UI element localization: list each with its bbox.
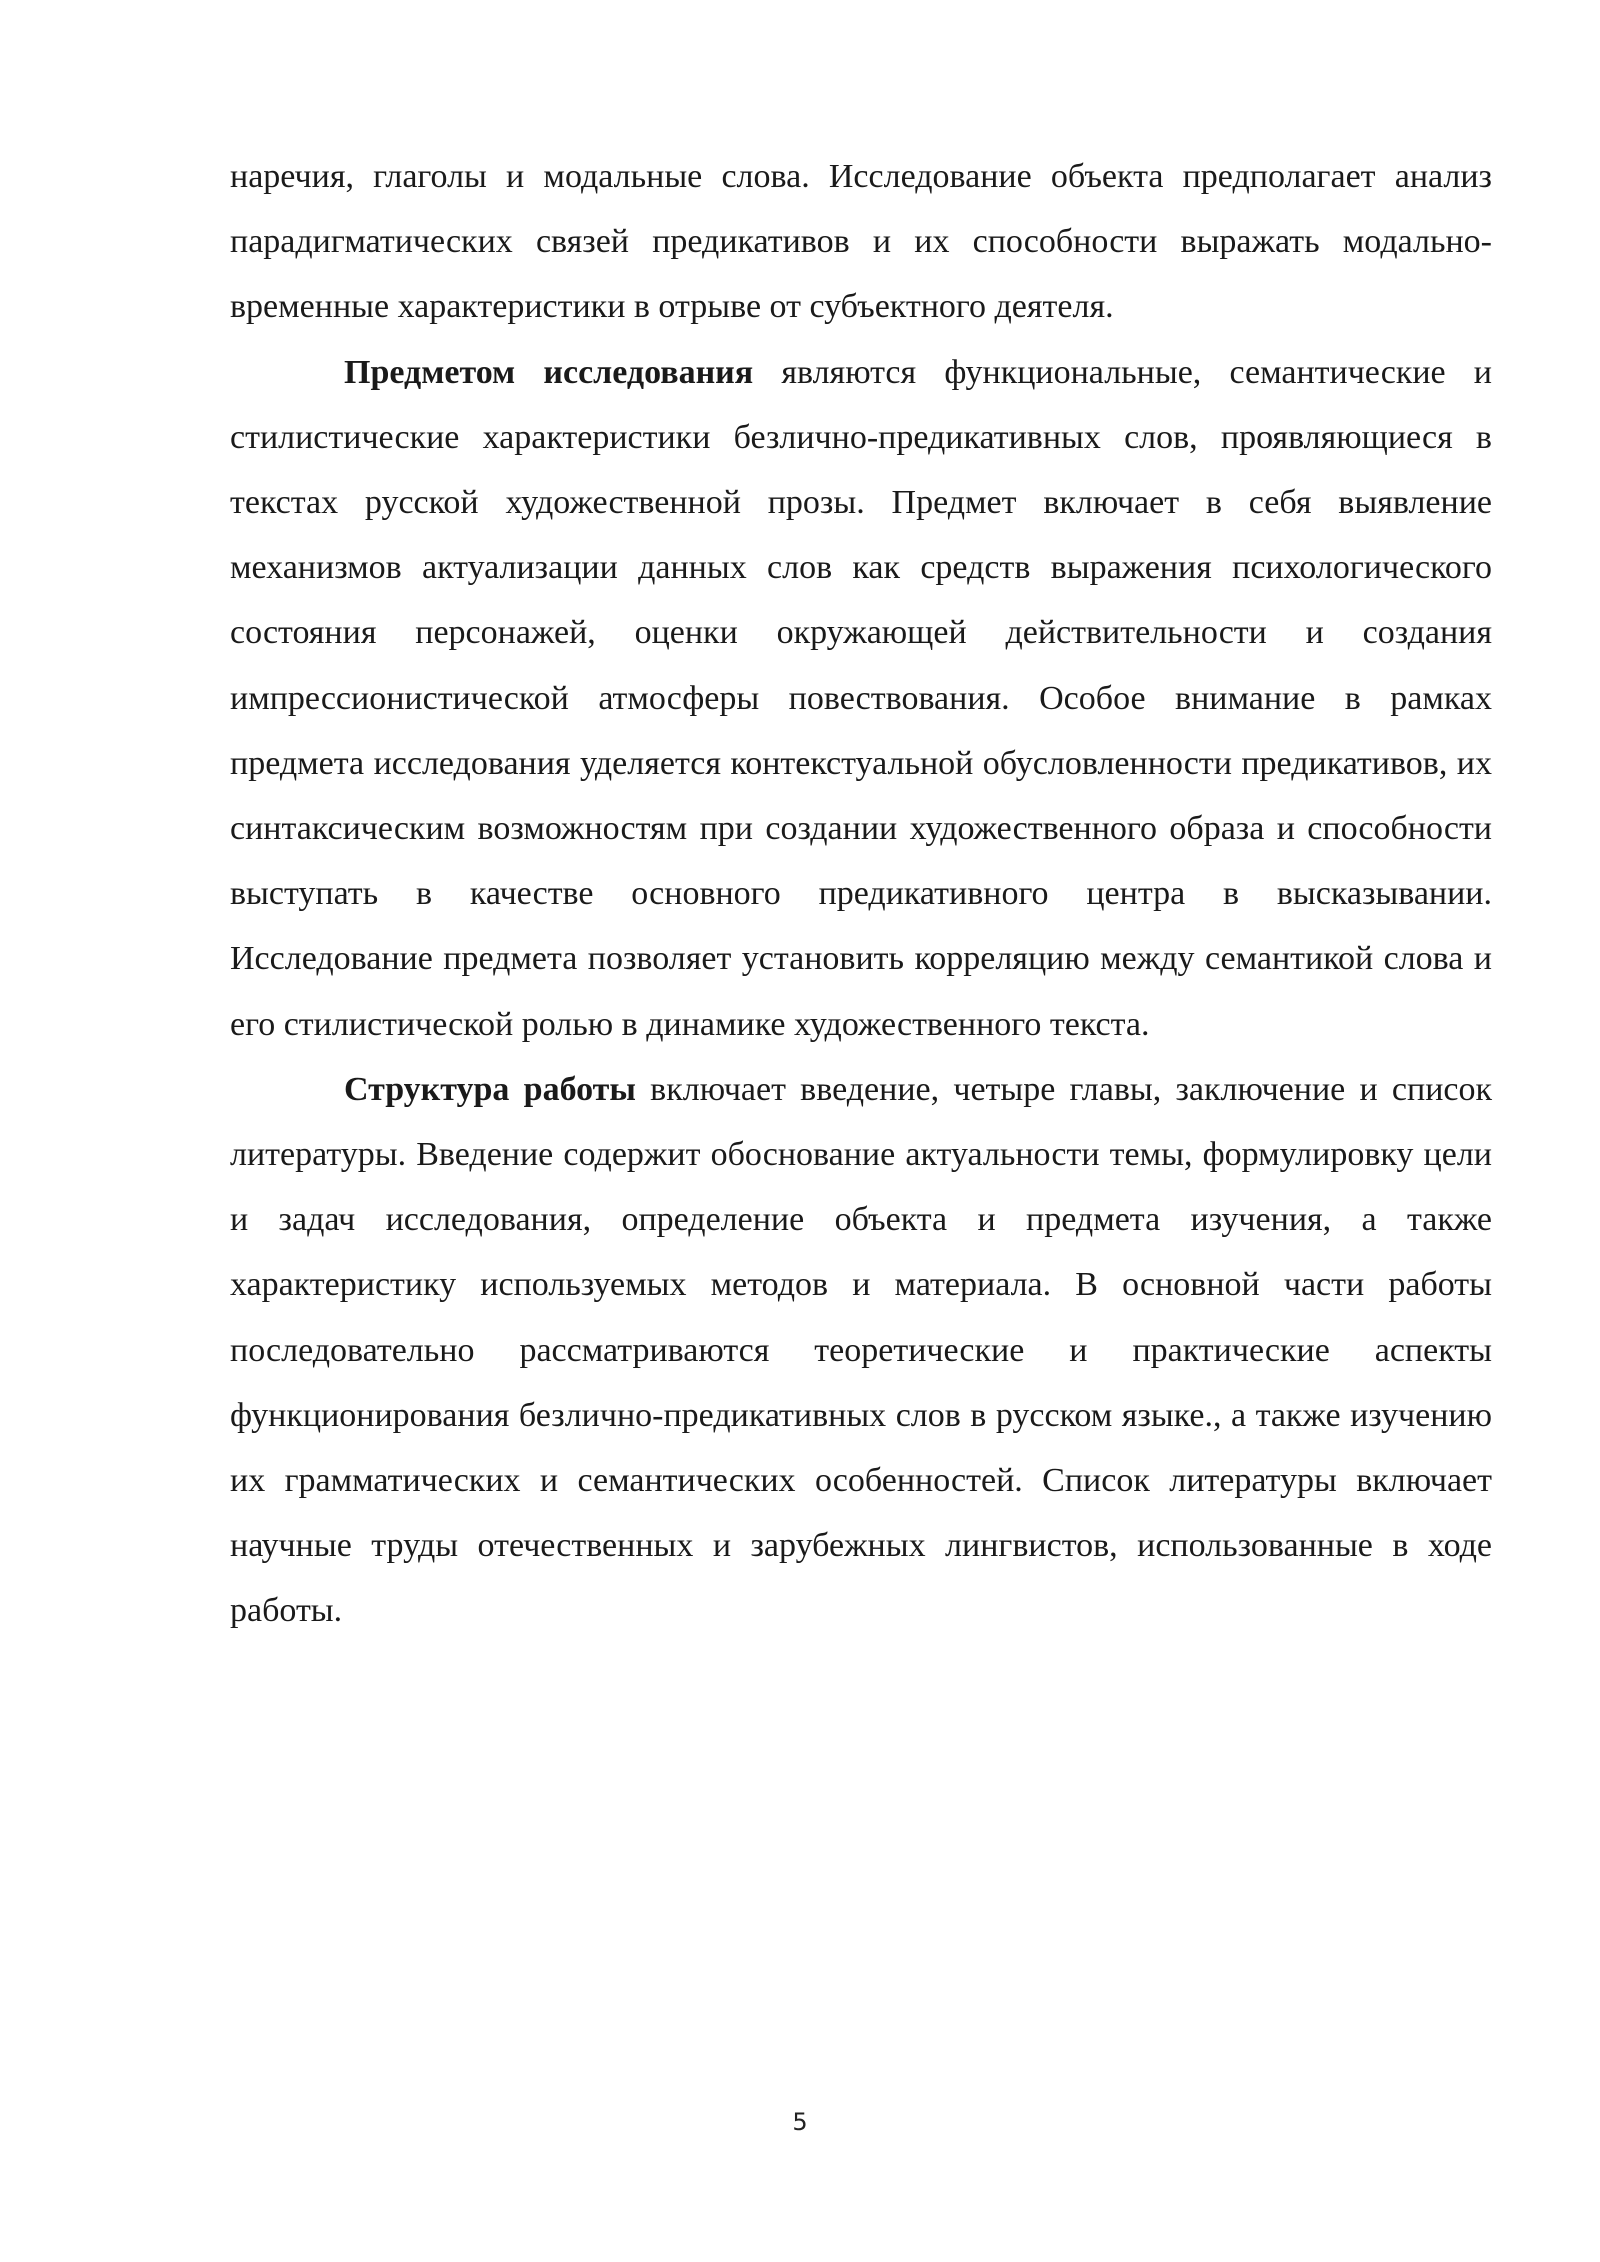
paragraph-object-continuation: наречия, глаголы и модальные слова. Исследование объекта предполагает анализ парадигматических связей предикативов и их способности выражать модально-временные характеристики в отрыве от субъектного деятеля. — [230, 158, 1492, 326]
subject-text: являются функциональные, семантические и стилистические характеристики безлично-предикативных слов, проявляющиеся в текстах русской художественной прозы. Предмет включает в себя выявление механизмов актуализации данных слов как средств выражения психологического состояния персонажей, оценки окружающей действительности и создания импрессионистической атмосферы повествования. Особое внимание в рамках предмета исследования уделяется контекстуальной обусловленности предикативов, их синтаксическим возможностям при создании художественного образа и способности выступать в качестве основного предикативного центра в высказывании. Исследование предмета позволяет установить корреляцию между семантикой слова и его стилистической ролью в динамике художественного текста. — [230, 353, 1492, 1043]
page-number: 5 — [792, 2108, 808, 2136]
structure-heading-bold: Структура работы — [344, 1070, 636, 1108]
structure-text: включает введение, четыре главы, заключение и список литературы. Введение содержит обоснование актуальности темы, формулировку цели и задач исследования, определение объекта и предмета изучения, а также характеристику используемых методов и материала. В основной части работы последовательно рассматриваются теоретические и практические аспекты функционирования безлично-предикативных слов в русском языке., а также изучению их грамматических и семантических особенностей. Список литературы включает научные труды отечественных и зарубежных лингвистов, использованные в ходе работы. — [230, 1070, 1492, 1630]
subject-heading-bold: Предметом исследования — [344, 353, 754, 391]
paragraph-work-structure — [230, 1057, 1492, 1644]
document-body — [230, 144, 1492, 1644]
paragraph-subject-of-research — [230, 340, 1492, 1057]
